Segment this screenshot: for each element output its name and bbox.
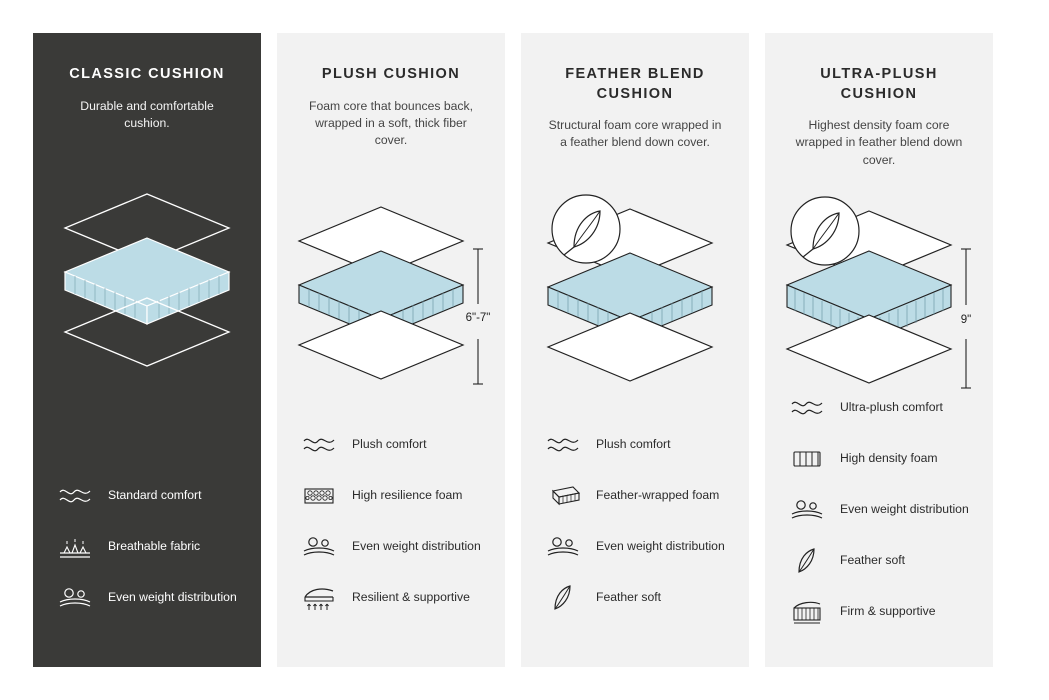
leaf-badge [552,195,620,263]
card-subtitle: Structural foam core wrapped in a feather blend down cover. [548,118,722,150]
breathable-fabric-icon [55,532,95,562]
feature-item [787,546,971,576]
feature-item [299,430,483,460]
cushion-layers-illustration [543,166,727,406]
feature-item [299,532,483,562]
resilient-support-icon [299,583,339,613]
feature-label: High resilience foam [352,488,463,503]
feature-list [543,430,727,649]
feather-wrapped-foam-icon [543,481,583,511]
high-density-foam-icon [787,444,827,474]
exploded-cushion-diagram [286,179,496,389]
feature-label: Firm & supportive [840,604,936,619]
feature-label: Standard comfort [108,488,202,503]
card-feather-blend-cushion[interactable] [521,33,749,667]
exploded-cushion-diagram [530,181,740,391]
card-subtitle: Durable and comfortable cushion. [80,98,214,130]
card-classic-cushion[interactable] [33,33,261,667]
feature-label: Resilient & supportive [352,590,470,605]
feature-item [543,532,727,562]
wave-comfort-icon [543,430,583,460]
feature-label: Breathable fabric [108,539,201,554]
feature-item [299,481,483,511]
feature-label: Ultra-plush comfort [840,400,943,415]
feature-item [543,481,727,511]
card-subtitle: Highest density foam core wrapped in feather blend down cover. [795,118,963,167]
feature-list [55,481,239,649]
feature-label: Even weight distribution [596,539,725,554]
feature-label: Even weight distribution [352,539,481,554]
height-label: 6"-7" [465,311,491,324]
height-label: 9" [960,314,972,327]
card-title: PLUSH CUSHION [321,66,461,82]
feature-list [299,430,483,649]
feature-list [787,393,971,663]
feature-item [787,444,971,474]
cushion-layers-illustration [299,164,491,404]
feature-item [543,583,727,613]
honeycomb-foam-icon [299,481,339,511]
feature-item [55,481,239,511]
feature-item [787,495,971,525]
card-ultra-plush-cushion[interactable] [765,33,993,667]
card-plush-cushion[interactable] [277,33,505,667]
card-title: CLASSIC CUSHION [69,66,225,82]
cushion-layers-illustration [787,183,971,393]
feature-item [299,583,483,613]
even-weight-icon [787,495,827,525]
exploded-cushion-diagram [774,183,984,393]
feature-item [787,393,971,423]
feature-item [55,532,239,562]
leaf-icon [543,583,583,613]
wave-comfort-icon [299,430,339,460]
feature-item [543,430,727,460]
feature-item [787,597,971,627]
card-title: ULTRA-PLUSH CUSHION [820,66,938,102]
exploded-cushion-diagram [47,166,247,366]
card-title: FEATHER BLEND CUSHION [565,66,705,102]
leaf-badge [791,197,859,265]
feature-label: Feather soft [596,590,662,605]
feature-label: Plush comfort [596,437,671,452]
wave-comfort-icon [787,393,827,423]
feature-item [55,583,239,613]
even-weight-icon [55,583,95,613]
even-weight-icon [543,532,583,562]
feature-label: Even weight distribution [840,502,969,517]
leaf-icon [787,546,827,576]
cushion-layers-illustration [55,146,239,386]
feature-label: High density foam [840,451,938,466]
feature-label: Feather soft [840,553,906,568]
even-weight-icon [299,532,339,562]
card-subtitle: Foam core that bounces back, wrapped in a soft, thick fiber cover. [309,98,473,148]
feature-label: Feather-wrapped foam [596,488,720,503]
feature-label: Even weight distribution [108,590,237,605]
firm-support-icon [787,597,827,627]
wave-comfort-icon [55,481,95,511]
feature-label: Plush comfort [352,437,427,452]
